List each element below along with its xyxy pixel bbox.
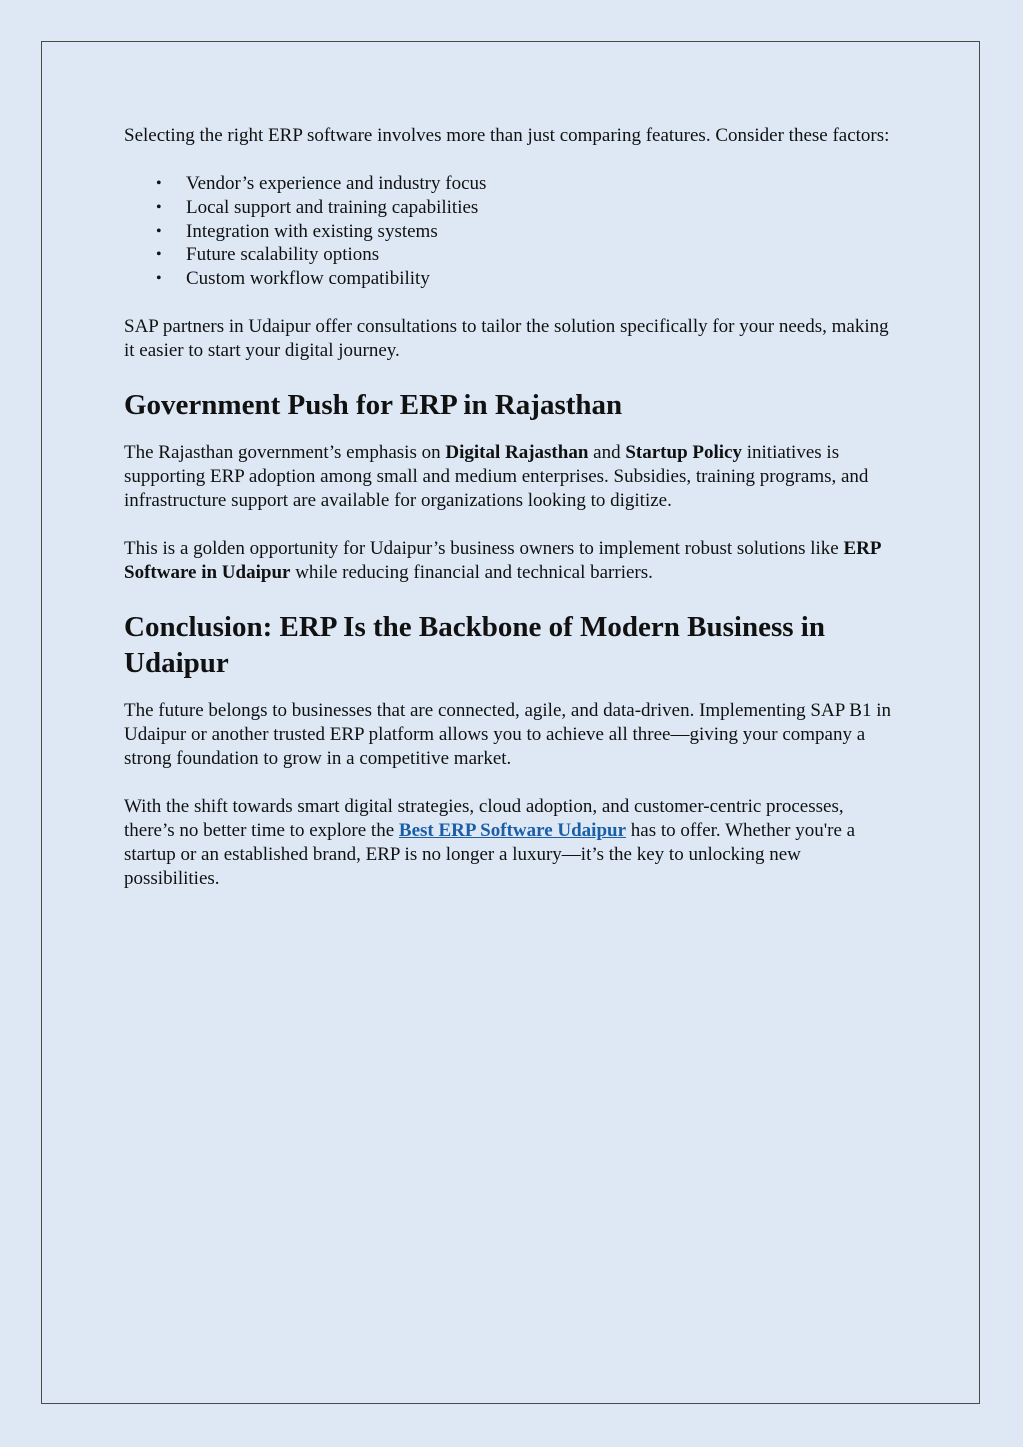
list-item: • Vendor’s experience and industry focus	[186, 172, 894, 196]
conclusion-paragraph-1: The future belongs to businesses that are connected, agile, and data-driven. Implementing SAP B1 in Udaipur or another trusted ERP platform allows you to achieve all three—giving your company a strong foundation to grow in a competitive market.	[124, 699, 892, 769]
government-paragraph-1	[124, 441, 894, 513]
erp-software-udaipur-bold: ERP Software in Udaipur	[124, 537, 881, 583]
document-page	[41, 41, 980, 1404]
conclusion-heading: Conclusion: ERP Is the Backbone of Modern Business in Udaipur	[124, 610, 825, 679]
text-span: has to offer. Whether you're a startup or an established brand, ERP is no longer a luxury—it’s the key to unlocking new possibilities.	[124, 819, 856, 889]
text-span: With the shift towards smart digital strategies, cloud adoption, and customer-centric processes, there’s no better time to explore the	[124, 795, 844, 841]
text-span: This is a golden opportunity for Udaipur’s business owners to implement robust solutions like	[124, 537, 844, 559]
text-span: and	[588, 441, 626, 463]
text-span: The Rajasthan government’s emphasis on	[124, 441, 446, 463]
digital-rajasthan-bold: Digital Rajasthan	[445, 441, 589, 463]
government-heading: Government Push for ERP in Rajasthan	[124, 388, 623, 421]
text-span: initiatives is supporting ERP adoption among small and medium enterprises. Subsidies, training programs, and infrastructure support are available for organizations looking to digitize.	[124, 441, 869, 511]
intro-paragraph: Selecting the right ERP software involves more than just comparing features. Consider these factors:	[124, 125, 890, 146]
factors-list	[124, 172, 894, 291]
text-span: while reducing financial and technical barriers.	[290, 561, 653, 583]
list-item: • Local support and training capabilities	[186, 196, 894, 220]
sap-partners-paragraph: SAP partners in Udaipur offer consultations to tailor the solution specifically for your needs, making it easier to start your digital journey.	[124, 315, 889, 361]
list-item: • Integration with existing systems	[186, 220, 894, 244]
conclusion-paragraph-2	[124, 795, 894, 891]
page-content	[124, 124, 894, 915]
best-erp-software-link[interactable]: Best ERP Software Udaipur	[398, 819, 627, 841]
list-item: • Custom workflow compatibility	[186, 267, 894, 291]
government-paragraph-2	[124, 537, 894, 585]
list-item: • Future scalability options	[186, 243, 894, 267]
startup-policy-bold: Startup Policy	[625, 441, 742, 463]
